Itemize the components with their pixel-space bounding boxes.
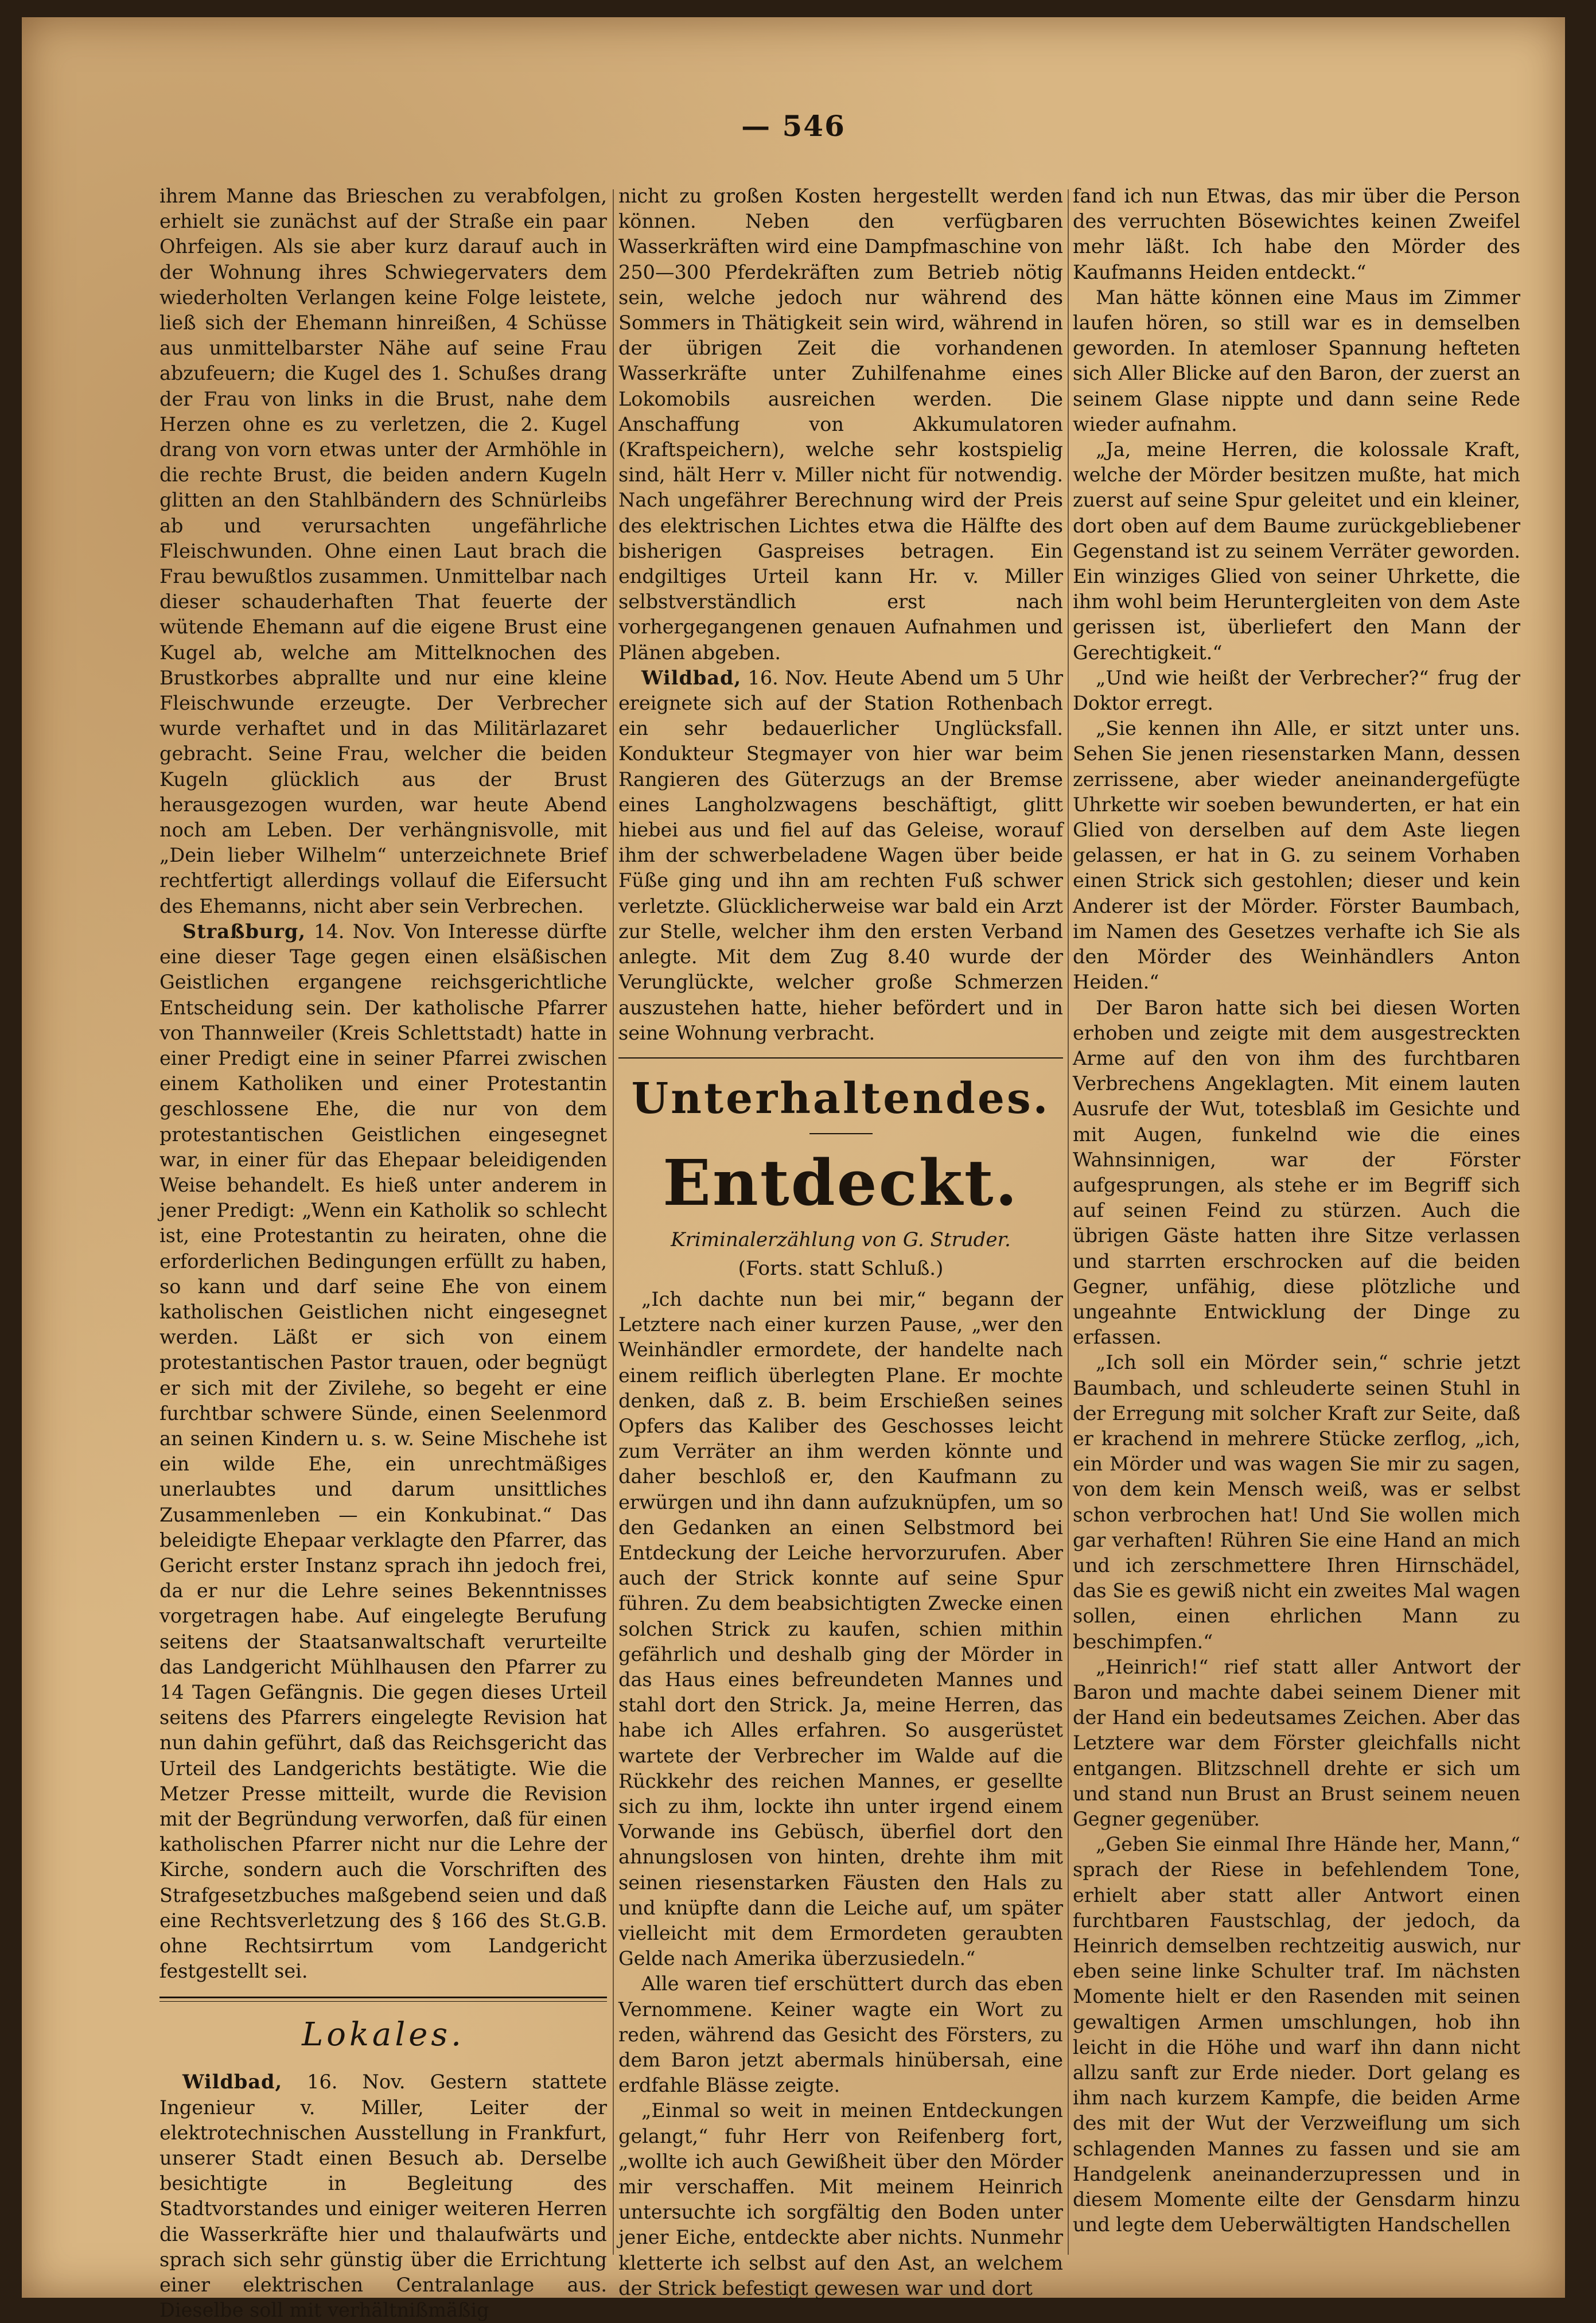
article-strassburg — [159, 919, 607, 1985]
story-paragraph: „Sie kennen ihn Alle, er sitzt unter uns. Sehen Sie jenen riesenstarken Mann, dessen zerrissene, aber wieder aneinandergefügte Uhrkette wir soeben bewunderten, er hat ein Glied von derselben auf dem Aste liegen gelassen, er hat in G. zu seinem Vorhaben einen Strick sich gestohlen; dieser und kein Anderer ist der Mörder. Förster Baumbach, im Namen des Gesetzes verhafte ich Sie als den Mörder des Weinhändlers Anton Heiden.“ — [1073, 717, 1520, 994]
title-rule — [809, 1133, 873, 1134]
story-paragraph: Man hätte können eine Maus im Zimmer laufen hören, so still war es in demselben geworden. In atemloser Spannung hefteten sich Aller Blicke auf den Baron, der zuerst an seinem Glase nippte und dann seine Rede wieder aufnahm. — [1073, 286, 1520, 435]
story-paragraph: „Heinrich!“ rief statt aller Antwort der Baron und machte dabei seinem Diener mit der Hand ein bedeutsames Zeichen. Aber das Letztere war dem Förster gleichfalls nicht entgangen. Blitzschnell drehte er sich um und stand nun Brust an Brust seinem neuen Gegner gegenüber. — [1073, 1655, 1520, 1830]
story-byline: Kriminalerzählung von G. Struder. — [671, 1228, 1011, 1251]
article-wildbad-1 — [159, 2069, 607, 2323]
page-number: — 546 — [741, 109, 846, 143]
column-3 — [1073, 184, 1520, 2255]
story-title: Entdeckt. — [663, 1145, 1019, 1220]
column-divider-1 — [613, 189, 614, 2255]
story-paragraph: Der Baron hatte sich bei diesen Worten erhoben und zeigte mit dem ausgestreckten Arme auf den von ihm des furchtbaren Verbrechens Angeklagten. Mit einem lauten Ausrufe der Wut, totesblaß im Gesichte und mit Augen, funkelnd wie die eines Wahnsinnigen, war der Förster aufgesprungen, als stehe er im Begriff sich auf seinen Feind zu stürzen. Auch die übrigen Gäste hatten ihre Sitze verlassen und starrten erschrocken auf die beiden Gegner, unfähig, diese plötzliche und ungeahnte Entwicklung der Dinge zu erfassen. — [1073, 996, 1520, 1349]
story-paragraph: fand ich nun Etwas, das mir über die Person des verruchten Bösewichtes keinen Zweifel mehr läßt. Ich habe den Mörder des Kaufmanns Heiden entdeckt.“ — [1073, 185, 1520, 283]
article-text: 16. Nov. Gestern stattete Ingenieur v. Miller, Leiter der elektrotechnischen Ausstellung in Frankfurt, unserer Stadt einen Besuch ab. Derselbe besichtigte in Begleitung des Stadtvorstandes und einiger weiteren Herren die Wasserkräfte hier und thalaufwärts und sprach sich sehr günstig über die Errichtung einer elektrischen Centralanlage aus. Dieselbe soll mit verhältnißmäßig — [159, 2071, 607, 2322]
continuation-note: (Forts. statt Schluß.) — [738, 1256, 944, 1280]
column-1 — [159, 184, 607, 2322]
story-paragraph: „Geben Sie einmal Ihre Hände her, Mann,“ sprach der Riese in befehlendem Tone, erhielt aber statt aller Antwort einen furchtbaren Faustschlag, der jedoch, da Heinrich demselben rechtzeitig auswich, nur eben seine linke Schulter traf. Im nächsten Momente hielt er den Rasenden mit seinen gewaltigen Armen umschlungen, hob ihn leicht in die Höhe und warf ihn dann nicht allzu sanft zur Erde nieder. Dort gelang es ihm nach kurzem Kampfe, die beiden Arme des mit der Wut der Verzweiflung um sich schlagenden Mannes zu fassen und sie am Handgelenk aneinanderzupressen und in diesem Momente eilte der Gensdarm hinzu und legte dem Ueberwältigten Handschellen — [1073, 1833, 1520, 2236]
dateline: Wildbad, — [641, 666, 742, 689]
article-text: 16. Nov. Heute Abend um 5 Uhr ereignete sich auf der Station Rothenbach ein sehr bedauerlicher Unglücksfall. Kondukteur Stegmayer von hier war beim Rangieren des Güterzugs an der Bremse eines Langholzwagens beschäftigt, glitt hiebei aus und fiel auf das Geleise, worauf ihm der schwerbeladene Wagen über beide Füße ging und ihn am rechten Fuß schwer verletzte. Glücklicherweise war bald ein Arzt zur Stelle, welcher ihm den ersten Verband anlegte. Mit dem Zug 8.40 wurde der Verunglückte, welcher große Schmerzen auszustehen hatte, hieher befördert und in seine Wohnung verbracht. — [618, 666, 1063, 1044]
section-heading-lokales: Lokales. — [302, 2016, 465, 2054]
dateline: Wildbad, — [182, 2071, 283, 2094]
column-divider-2 — [1068, 189, 1069, 2255]
dateline: Straßburg, — [182, 920, 306, 943]
section-rule — [159, 1997, 607, 2002]
section-title-unterhaltendes: Unterhaltendes. — [631, 1073, 1050, 1123]
article-text: 14. Nov. Von Interesse dürfte eine dieser Tage gegen einen elsäßischen Geistlichen ergangene reichsgerichtliche Entscheidung sein. Der katholische Pfarrer von Thannweiler (Kreis Schlettstadt) hatte in einer Predigt eine in seiner Pfarrei zwischen einem Katholiken und einer Protestantin geschlossene Ehe, die nur von dem protestantischen Geistlichen eingesegnet war, in einer für das Ehepaar beleidigenden Weise behandelt. Es hieß unter anderem in jener Predigt: „Wenn ein Katholik so schlecht ist, eine Protestantin zu heiraten, ohne die erforderlichen Bedingungen erfüllt zu haben, so kann und darf seine Ehe von einem katholischen Geistlichen nicht eingesegnet werden. Läßt er sich von einem protestantischen Pastor trauen, oder begnügt er sich mit der Zivilehe, so begeht er eine furchtbar schwere Sünde, einen Seelenmord an seinen Kindern u. s. w. Seine Mischehe ist ein wilde Ehe, ein unrechtmäßiges unerlaubtes und darum unsittliches Zusammenleben — ein Konkubinat.“ Das beleidigte Ehepaar verklagte den Pfarrer, das Gericht erster Instanz sprach ihn jedoch frei, da er nur die Lehre seines Bekenntnisses vorgetragen habe. Auf eingelegte Berufung seitens der Staatsanwaltschaft verurteilte das Landgericht Mühlhausen den Pfarrer zu 14 Tagen Gefängnis. Die gegen dieses Urteil seitens des Pfarrers eingelegte Revision hat nun dahin geführt, daß das Reichsgericht das Urteil des Landgerichts bestätigte. Wie die Metzer Presse mitteilt, wurde die Revision mit der Begründung verworfen, daß für einen katholischen Pfarrer nicht nur die Lehre der Kirche, sondern auch die Vorschriften des Strafgesetzbuches maßgebend seien und daß eine Rechtsverletzung des § 166 des St.G.B. ohne Rechtsirrtum vom Landgericht festgestellt sei. — [159, 920, 607, 1983]
story-paragraph: „Und wie heißt der Verbrecher?“ frug der Doktor erregt. — [1073, 666, 1520, 715]
article-paragraph: nicht zu großen Kosten hergestellt werden können. Neben den verfügbaren Wasserkräften wird eine Dampfmaschine von 250—300 Pferdekräften zum Betrieb nötig sein, welche jedoch nur während des Sommers in Thätigkeit sein wird, während in der übrigen Zeit die vorhandenen Wasserkräfte unter Zuhilfenahme eines Lokomobils ausreichen werden. Die Anschaffung von Akkumulatoren (Kraftspeichern), welche sehr kostspielig sind, hält Herr v. Miller nicht für notwendig. Nach ungefährer Berechnung wird der Preis des elektrischen Lichtes etwa die Hälfte des bisherigen Gaspreises betragen. Ein endgiltiges Urteil kann Hr. v. Miller selbstverständlich erst nach vorhergegangenen genauen Aufnahmen und Plänen abgeben. — [618, 185, 1063, 664]
story-paragraph: „Ich dachte nun bei mir,“ begann der Letztere nach einer kurzen Pause, „wer den Weinhändler ermordete, der handelte nach einem reiflich überlegten Plane. Er mochte denken, daß z. B. beim Erschießen seines Opfers das Kaliber des Geschosses leicht zum Verräter an ihm werden könnte und daher beschloß er, den Kaufmann zu erwürgen und ihn dann aufzuknüpfen, um so den Gedanken an einen Selbstmord bei Entdeckung der Leiche hervorzurufen. Aber auch der Strick konnte auf seine Spur führen. Zu dem beabsichtigten Zwecke einen solchen Strick zu kaufen, schien mithin gefährlich und deshalb ging der Mörder in das Haus eines befreundeten Mannes und stahl dort den Strick. Ja, meine Herren, das habe ich Alles erfahren. So ausgerüstet wartete der Verbrecher im Walde auf die Rückkehr des reichen Mannes, er gesellte sich zu ihm, lockte ihn unter irgend einem Vorwande ins Gebüsch, überfiel dort den ahnungslosen von hinten, drehte ihm mit seinen riesenstarken Fäusten den Hals zu und knüpfte dann die Leiche auf, um später vielleicht mit dem Ermordeten geraubten Gelde nach Amerika überzusiedeln.“ — [618, 1287, 1063, 1970]
story-paragraph: „Ja, meine Herren, die kolossale Kraft, welche der Mörder besitzen mußte, hat mich zuerst auf seine Spur geleitet und ein kleiner, dort oben auf dem Baume zurückgebliebener Gegenstand ist zu seinem Verräter geworden. Ein winziges Glied von seiner Uhrkette, die ihm wohl beim Heruntergleiten von dem Aste gerissen ist, überliefert den Mann der Gerechtigkeit.“ — [1073, 438, 1520, 664]
column-2 — [618, 184, 1063, 2299]
story-paragraph: „Einmal so weit in meinen Entdeckungen gelangt,“ fuhr Herr von Reifenberg fort, „wollte ich auch Gewißheit über den Mörder mir verschaffen. Mit meinem Heinrich untersuchte ich sorgfältig den Boden unter jener Eiche, entdeckte aber nichts. Nunmehr kletterte ich selbst auf den Ast, an welchem der Strick befestigt gewesen war und dort — [618, 2099, 1063, 2299]
section-rule — [618, 1057, 1063, 1059]
story-paragraph: „Ich soll ein Mörder sein,“ schrie jetzt Baumbach, und schleuderte seinen Stuhl in der Erregung mit solcher Kraft zur Seite, daß er krachend in mehrere Stücke zerflog, „ich, ein Mörder und was wagen Sie mir zu sagen, von dem kein Mensch weiß, was er selbst schon verbrochen hat! Und Sie wollen mich gar verhaften! Rühren Sie eine Hand an mich und ich zerschmettere Ihren Hirnschädel, das Sie es gewiß nicht ein zweites Mal wagen sollen, einen ehrlichen Mann zu beschimpfen.“ — [1073, 1351, 1520, 1653]
article-wildbad-2 — [618, 666, 1063, 1046]
newspaper-page — [22, 17, 1565, 2322]
story-paragraph: Alle waren tief erschüttert durch das eben Vernommene. Keiner wagte ein Wort zu reden, während das Gesicht des Försters, zu dem Baron jetzt abermals hinübersah, eine erdfahle Blässe zeigte. — [618, 1972, 1063, 2097]
article-paragraph: ihrem Manne das Brieschen zu verabfolgen, erhielt sie zunächst auf der Straße ein paar Ohrfeigen. Als sie aber kurz darauf auch in der Wohnung ihres Schwiegervaters dem wiederholten Verlangen keine Folge leistete, ließ sich der Ehemann hinreißen, 4 Schüsse aus unmittelbarster Nähe auf seine Frau abzufeuern; die Kugel des 1. Schußes drang der Frau von links in die Brust, nahe dem Herzen ohne es zu verletzen, die 2. Kugel drang von vorn etwas unter der Armhöhle in die rechte Brust, die beiden andern Kugeln glitten an den Stahlbändern des Schnürleibs ab und verursachten ungefährliche Fleischwunden. Ohne einen Laut brach die Frau bewußtlos zusammen. Unmittelbar nach dieser schauderhaften That feuerte der wütende Ehemann auf die eigene Brust eine Kugel ab, welche am Mittelknochen des Brustkorbes abprallte und nur eine kleine Fleischwunde erzeugte. Der Verbrecher wurde verhaftet und in das Militärlazaret gebracht. Seine Frau, welcher die beiden Kugeln glücklich aus der Brust herausgezogen wurden, war heute Abend noch am Leben. Der verhängnisvolle, mit „Dein lieber Wilhelm“ unterzeichnete Brief rechtfertigt allerdings vollauf die Eifersucht des Ehemanns, nicht aber sein Verbrechen. — [159, 185, 607, 917]
